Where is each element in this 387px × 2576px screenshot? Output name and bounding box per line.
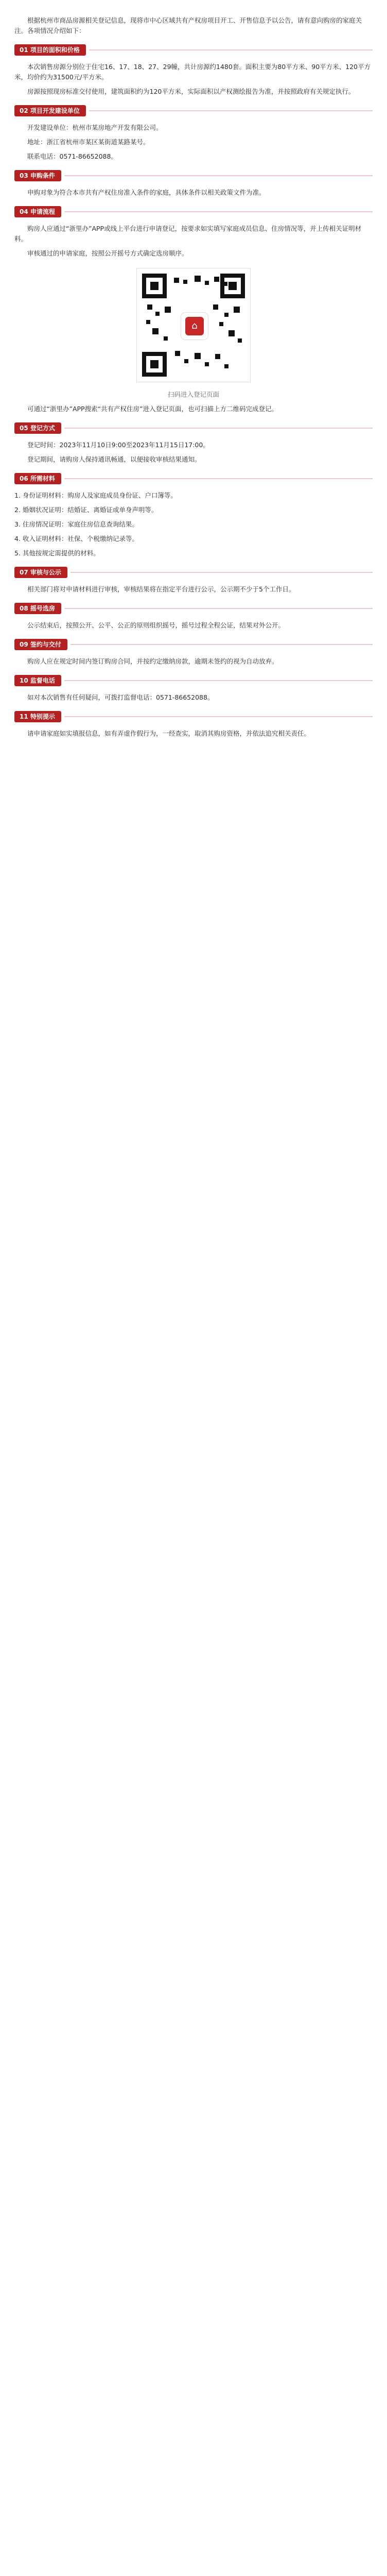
paragraph: 房源按照现房标准交付使用，建筑面积约为120平方米，实际面积以产权测绘报告为准，并按照政府有关规定执行。 [27,88,355,95]
section-title: 05 登记方式 [14,422,61,434]
section-title: 02 项目开发建设单位 [14,105,86,116]
paragraph: 购房人应通过“浙里办”APP或线上平台进行申请登记，按要求如实填写家庭成员信息、住房情况等，并上传相关证明材料。 [14,225,362,243]
section-rule [64,211,373,212]
section-header-7 [14,566,373,579]
section-rule [89,49,373,50]
list-item: 4. 收入证明材料：社保、个税缴纳记录等。 [14,535,138,543]
qr-caption: 扫码进入登记页面 [167,391,219,398]
section-title: 07 审核与公示 [14,567,67,578]
section-header-8 [14,602,373,615]
section-rule [64,175,373,176]
paragraph: 公示结束后，按照公开、公平、公正的原则组织摇号，摇号过程全程公证，结果对外公开。 [27,621,285,629]
section-rule [71,572,373,573]
section-header-3 [14,169,373,182]
list-item: 5. 其他按规定需提供的材料。 [14,549,100,557]
section-rule [64,716,373,717]
paragraph: 本次销售房源分别位于住宅16、17、18、27、29幢，共计房源约1480套。面积主要为80平方米、90平方米、120平方米，均价约为31500元/平方米。 [14,63,371,81]
section-rule [64,478,373,479]
list-item: 3. 住房情况证明：家庭住房信息查询结果。 [14,520,138,528]
list-item: 2. 婚姻状况证明：结婚证、离婚证或单身声明等。 [14,506,158,514]
paragraph: 相关部门将对申请材料进行审核，审核结果将在指定平台进行公示，公示期不少于5个工作日。 [27,585,295,593]
section-title: 08 摇号选房 [14,603,61,614]
section-header-2 [14,104,373,117]
section-rule [64,428,373,429]
list-item: 1. 身份证明材料：购房人及家庭成员身份证、户口簿等。 [14,492,177,499]
qr-instruction: 可通过“浙里办”APP搜索“共有产权住房”进入登记页面，也可扫描上方二维码完成登记。 [27,405,278,413]
section-rule [64,680,373,681]
section-title: 04 申请流程 [14,206,61,217]
paragraph: 登记期间，请购房人保持通讯畅通，以便接收审核结果通知。 [27,455,201,463]
section-header-6 [14,472,373,485]
section-header-10 [14,674,373,687]
paragraph: 请申请家庭如实填报信息，如有弄虚作假行为，一经查实，取消其购房资格，并依法追究相关责任。 [27,730,311,737]
qr-code[interactable] [136,268,251,382]
section-header-11 [14,710,373,723]
section-header-4 [14,205,373,218]
qr-wrapper [14,268,373,382]
paragraph: 开发建设单位：杭州市某房地产开发有限公司。 [27,124,163,131]
paragraph: 如对本次销售有任何疑问，可拨打监督电话：0571-86652088。 [27,693,214,701]
section-title: 06 所需材料 [14,473,61,484]
section-title: 03 申购条件 [14,170,61,181]
section-title: 10 监督电话 [14,675,61,686]
section-rule [89,110,373,111]
section-title: 01 项目的面积和价格 [14,44,86,56]
intro-paragraph: 根据杭州市商品房源相关登记信息，现将市中心区域共有产权房项目开工、开售信息予以公告，请有意向购房的家庭关注。各项情况介绍如下： [14,16,362,35]
paragraph: 购房人应在规定时间内签订购房合同，并按约定缴纳房款，逾期未签约的视为自动放弃。 [27,657,278,665]
section-header-9 [14,638,373,651]
paragraph: 申购对象为符合本市共有产权住房准入条件的家庭，具体条件以相关政策文件为准。 [27,189,266,196]
paragraph: 登记时间：2023年11月10日9:00至2023年11月15日17:00。 [27,441,209,449]
section-header-1 [14,43,373,57]
paragraph: 地址：浙江省杭州市某区某街道某路某号。 [27,138,150,146]
section-title: 11 特别提示 [14,711,61,722]
section-header-5 [14,421,373,435]
paragraph: 联系电话：0571-86652088。 [27,152,117,160]
section-rule [71,644,373,645]
paragraph: 审核通过的申请家庭，按照公开摇号方式确定选房顺序。 [27,249,188,257]
qr-logo-icon: ⌂ [181,313,208,340]
section-rule [64,608,373,609]
section-title: 09 签约与交付 [14,639,67,650]
